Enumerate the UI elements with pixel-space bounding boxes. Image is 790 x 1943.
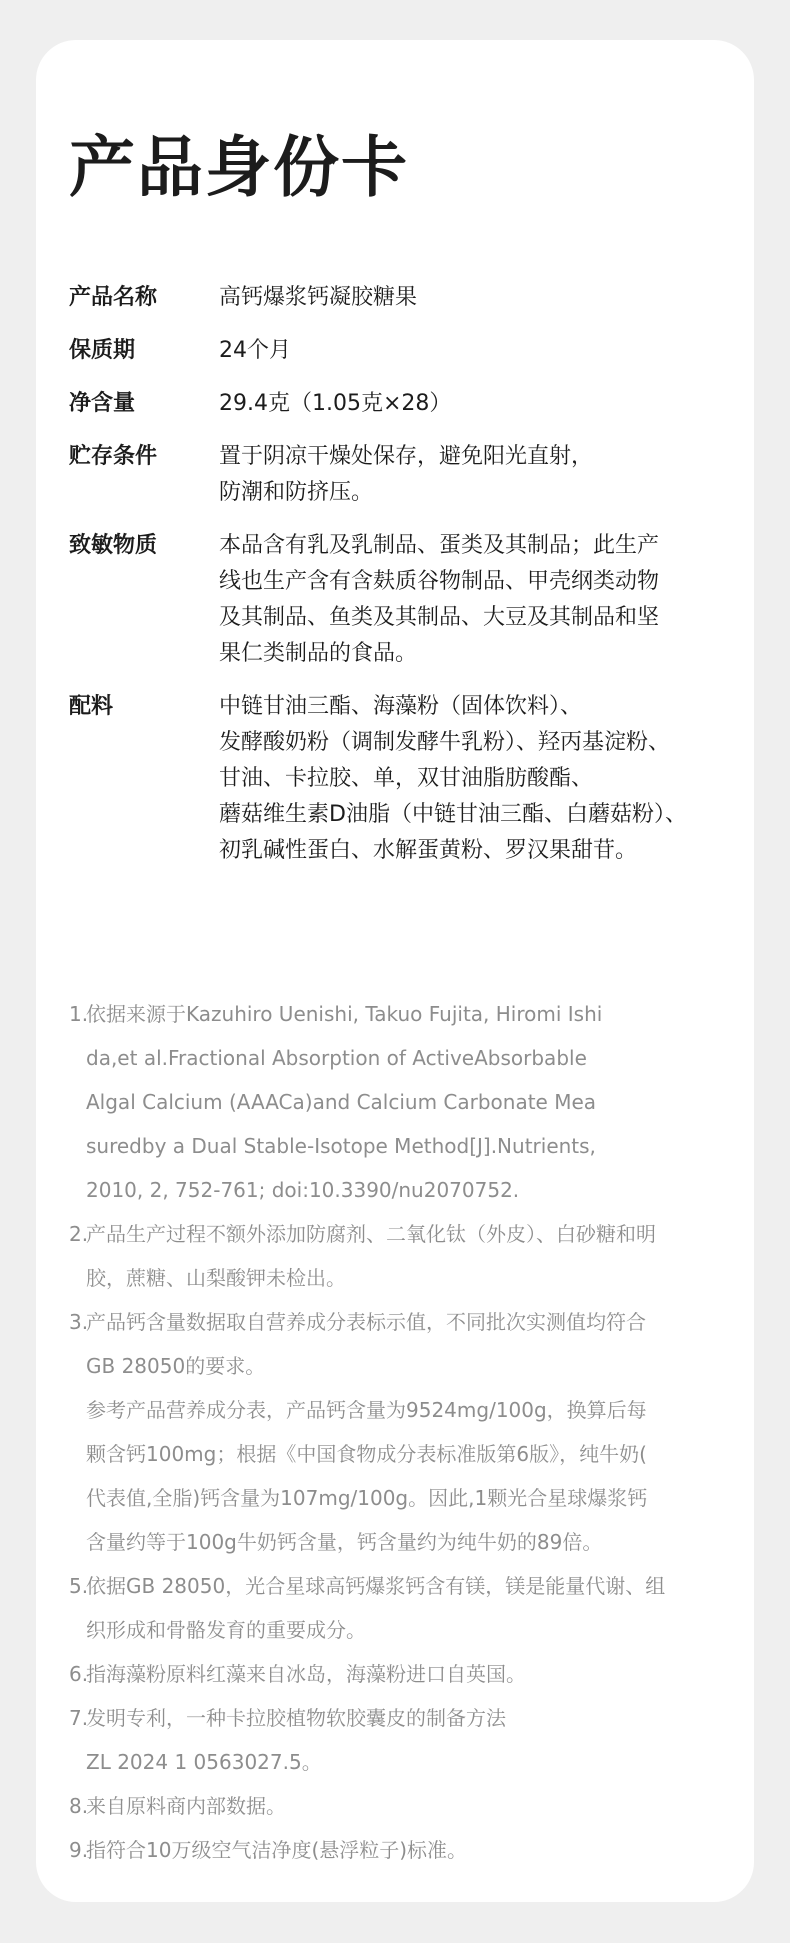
spec-value <box>219 528 739 672</box>
footnote-line: 颗含钙100mg；根据《中国食物成分表标准版第6版》，纯牛奶( <box>86 1442 647 1466</box>
spec-label: 致敏物质 <box>69 533 158 558</box>
spec-value <box>219 439 739 511</box>
footnote-number: 6. <box>69 1662 89 1686</box>
footnote-line: 胶，蔗糖、山梨酸钾未检出。 <box>86 1266 346 1290</box>
footnote-line: 织形成和骨骼发育的重要成分。 <box>86 1618 366 1642</box>
footnote-line: 发明专利，一种卡拉胶植物软胶囊皮的制备方法 <box>86 1706 506 1730</box>
footnote-line: 参考产品营养成分表，产品钙含量为9524mg/100g，换算后每 <box>86 1398 647 1422</box>
footnote-number: 1. <box>69 1002 89 1026</box>
spec-value-line: 24个月 <box>219 338 291 363</box>
footnote-line: da,et al.Fractional Absorption of ActiveAbsorbable <box>86 1046 587 1070</box>
footnote-text <box>86 1652 724 1696</box>
spec-value-line: 防潮和防挤压。 <box>219 480 374 505</box>
footnote-item <box>69 992 724 1212</box>
footnote-line: GB 28050的要求。 <box>86 1354 266 1378</box>
spec-value-line: 中链甘油三酯、海藻粉（固体饮料）、 <box>219 694 583 719</box>
footnote-number: 5. <box>69 1574 89 1598</box>
spec-row <box>69 439 739 511</box>
spec-value-line: 线也生产含有含麸质谷物制品、甲壳纲类动物 <box>219 569 660 594</box>
spec-value-line: 高钙爆浆钙凝胶糖果 <box>219 285 418 310</box>
footnote-item <box>69 1564 724 1652</box>
footnote-item <box>69 1212 724 1300</box>
spec-label: 产品名称 <box>69 285 158 310</box>
footnote-text <box>86 1564 724 1652</box>
spec-label: 净含量 <box>69 391 136 416</box>
footnote-item <box>69 1784 724 1828</box>
spec-value-line: 果仁类制品的食品。 <box>219 641 418 666</box>
spec-value-line: 及其制品、鱼类及其制品、大豆及其制品和坚 <box>219 605 660 630</box>
spec-row <box>69 689 739 869</box>
spec-value-line: 发酵酸奶粉（调制发酵牛乳粉）、羟丙基淀粉、 <box>219 730 671 755</box>
footnote-number: 9. <box>69 1838 89 1862</box>
footnote-line: 指海藻粉原料红藻来自冰岛，海藻粉进口自英国。 <box>86 1662 526 1686</box>
spec-value <box>219 280 739 316</box>
spec-table <box>69 280 739 886</box>
footnote-line: 产品生产过程不额外添加防腐剂、二氧化钛（外皮）、白砂糖和明 <box>86 1222 656 1246</box>
footnote-line: suredby a Dual Stable-Isotope Method[J].Nutrients, <box>86 1134 596 1158</box>
footnote-line: 产品钙含量数据取自营养成分表标示值，不同批次实测值均符合 <box>86 1310 646 1334</box>
footnote-line: 代表值,全脂)钙含量为107mg/100g。因此,1颗光合星球爆浆钙 <box>86 1486 648 1510</box>
product-id-card <box>36 40 754 1902</box>
spec-row <box>69 333 739 369</box>
footnote-text <box>86 1696 724 1784</box>
footnote-line: 来自原料商内部数据。 <box>86 1794 286 1818</box>
footnote-text <box>86 1784 724 1828</box>
footnote-item <box>69 1828 724 1872</box>
footnote-text <box>86 1212 724 1300</box>
spec-value <box>219 333 739 369</box>
footnote-text <box>86 992 724 1212</box>
footnote-text <box>86 1300 724 1564</box>
spec-row <box>69 386 739 422</box>
footnote-item <box>69 1300 724 1564</box>
footnote-number: 7. <box>69 1706 89 1730</box>
spec-value-line: 甘油、卡拉胶、单，双甘油脂肪酸酯、 <box>219 766 594 791</box>
spec-value <box>219 386 739 422</box>
spec-row <box>69 280 739 316</box>
spec-value-line: 29.4克（1.05克×28） <box>219 391 452 416</box>
footnote-line: ZL 2024 1 0563027.5。 <box>86 1750 322 1774</box>
spec-value <box>219 689 739 869</box>
spec-label: 配料 <box>69 694 114 719</box>
footnote-line: 指符合10万级空气洁净度(悬浮粒子)标准。 <box>86 1838 468 1862</box>
footnotes <box>69 992 724 1872</box>
footnote-number: 8. <box>69 1794 89 1818</box>
footnote-number: 2. <box>69 1222 89 1246</box>
page-title: 产品身份卡 <box>69 129 409 206</box>
footnote-number: 3. <box>69 1310 89 1334</box>
footnote-line: Algal Calcium (AAACa)and Calcium Carbonate Mea <box>86 1090 597 1114</box>
spec-value-line: 本品含有乳及乳制品、蛋类及其制品；此生产 <box>219 533 660 558</box>
spec-label: 贮存条件 <box>69 444 158 469</box>
spec-row <box>69 528 739 672</box>
spec-value-line: 置于阴凉干燥处保存，避免阳光直射， <box>219 444 594 469</box>
spec-label: 保质期 <box>69 338 136 363</box>
spec-value-line: 初乳碱性蛋白、水解蛋黄粉、罗汉果甜苷。 <box>219 838 638 863</box>
footnote-line: 2010, 2, 752-761; doi:10.3390/nu2070752. <box>86 1178 520 1202</box>
footnote-line: 依据来源于Kazuhiro Uenishi, Takuo Fujita, Hiromi Ishi <box>86 1002 603 1026</box>
footnote-item <box>69 1652 724 1696</box>
footnote-line: 依据GB 28050，光合星球高钙爆浆钙含有镁，镁是能量代谢、组 <box>86 1574 666 1598</box>
spec-value-line: 蘑菇维生素D油脂（中链甘油三酯、白蘑菇粉）、 <box>219 802 687 827</box>
footnote-line: 含量约等于100g牛奶钙含量，钙含量约为纯牛奶的89倍。 <box>86 1530 603 1554</box>
footnote-text <box>86 1828 724 1872</box>
footnote-item <box>69 1696 724 1784</box>
